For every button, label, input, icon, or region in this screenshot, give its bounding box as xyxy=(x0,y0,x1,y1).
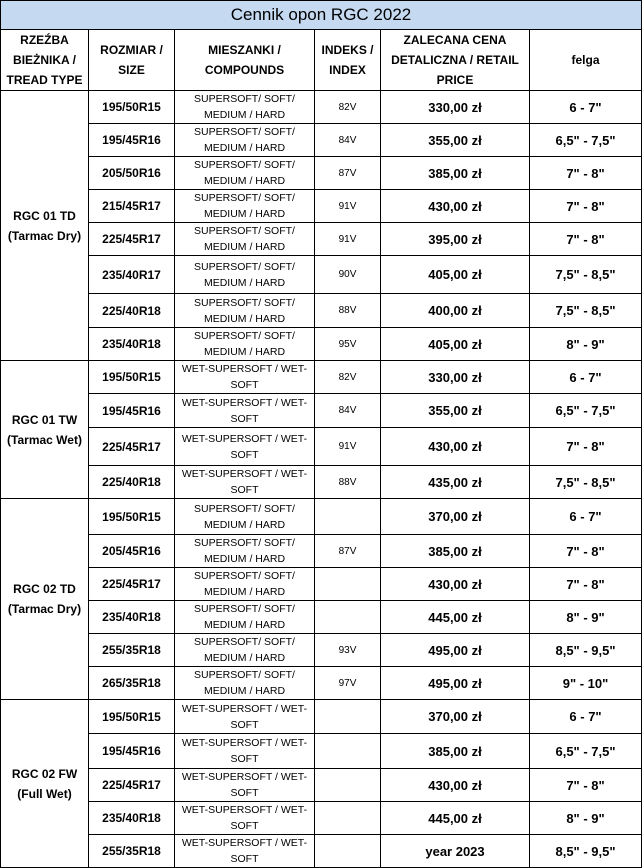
size-cell: 195/50R15 xyxy=(89,700,175,734)
table-row xyxy=(1,190,642,223)
table-row xyxy=(1,634,642,667)
index-cell xyxy=(315,499,381,535)
header-tread-type: RZEŹBA BIEŻNIKA / TREAD TYPE xyxy=(1,30,89,91)
index-cell: 93V xyxy=(315,634,381,667)
table-row xyxy=(1,499,642,535)
table-row xyxy=(1,91,642,124)
compounds-cell: SUPERSOFT/ SOFT/ MEDIUM / HARD xyxy=(175,535,315,568)
price-cell: 385,00 zł xyxy=(381,535,530,568)
compounds-cell: WET-SUPERSOFT / WET-SOFT xyxy=(175,802,315,835)
index-cell: 88V xyxy=(315,294,381,328)
compounds-cell: WET-SUPERSOFT / WET-SOFT xyxy=(175,700,315,734)
table-row xyxy=(1,223,642,256)
price-cell: 430,00 zł xyxy=(381,568,530,601)
compounds-cell: SUPERSOFT/ SOFT/ MEDIUM / HARD xyxy=(175,499,315,535)
size-cell: 225/45R17 xyxy=(89,769,175,802)
size-cell: 225/40R18 xyxy=(89,466,175,499)
index-cell xyxy=(315,835,381,868)
compounds-cell: SUPERSOFT/ SOFT/ MEDIUM / HARD xyxy=(175,124,315,157)
rim-cell: 8" - 9" xyxy=(530,601,642,634)
table-row xyxy=(1,157,642,190)
compounds-cell: SUPERSOFT/ SOFT/ MEDIUM / HARD xyxy=(175,601,315,634)
size-cell: 235/40R17 xyxy=(89,256,175,294)
rim-cell: 7" - 8" xyxy=(530,769,642,802)
rim-cell: 6 - 7" xyxy=(530,361,642,394)
size-cell: 265/35R18 xyxy=(89,667,175,700)
compounds-cell: WET-SUPERSOFT / WET-SOFT xyxy=(175,835,315,868)
size-cell: 235/40R18 xyxy=(89,328,175,361)
size-cell: 195/45R16 xyxy=(89,394,175,428)
rim-cell: 8" - 9" xyxy=(530,328,642,361)
header-size: ROZMIAR / SIZE xyxy=(89,30,175,91)
price-cell: 355,00 zł xyxy=(381,394,530,428)
index-cell: 88V xyxy=(315,466,381,499)
size-cell: 195/50R15 xyxy=(89,361,175,394)
table-row xyxy=(1,667,642,700)
table-body xyxy=(1,91,642,868)
rim-cell: 7" - 8" xyxy=(530,568,642,601)
price-cell: 370,00 zł xyxy=(381,499,530,535)
rim-cell: 7" - 8" xyxy=(530,190,642,223)
price-cell: 355,00 zł xyxy=(381,124,530,157)
compounds-cell: SUPERSOFT/ SOFT/ MEDIUM / HARD xyxy=(175,157,315,190)
rim-cell: 6 - 7" xyxy=(530,91,642,124)
index-cell: 95V xyxy=(315,328,381,361)
table-row xyxy=(1,734,642,769)
rim-cell: 8,5" - 9,5" xyxy=(530,835,642,868)
size-cell: 255/35R18 xyxy=(89,634,175,667)
price-cell: 400,00 zł xyxy=(381,294,530,328)
size-cell: 235/40R18 xyxy=(89,601,175,634)
index-cell: 82V xyxy=(315,91,381,124)
index-cell: 91V xyxy=(315,190,381,223)
index-cell: 87V xyxy=(315,157,381,190)
compounds-cell: SUPERSOFT/ SOFT/ MEDIUM / HARD xyxy=(175,190,315,223)
rim-cell: 6 - 7" xyxy=(530,499,642,535)
compounds-cell: SUPERSOFT/ SOFT/ MEDIUM / HARD xyxy=(175,223,315,256)
size-cell: 205/45R16 xyxy=(89,535,175,568)
rim-cell: 6,5" - 7,5" xyxy=(530,394,642,428)
compounds-cell: WET-SUPERSOFT / WET-SOFT xyxy=(175,769,315,802)
compounds-cell: SUPERSOFT/ SOFT/ MEDIUM / HARD xyxy=(175,568,315,601)
rim-cell: 7" - 8" xyxy=(530,535,642,568)
price-cell: 330,00 zł xyxy=(381,91,530,124)
table-row xyxy=(1,769,642,802)
compounds-cell: SUPERSOFT/ SOFT/ MEDIUM / HARD xyxy=(175,634,315,667)
price-cell: 405,00 zł xyxy=(381,256,530,294)
index-cell xyxy=(315,568,381,601)
table-row xyxy=(1,124,642,157)
size-cell: 195/45R16 xyxy=(89,124,175,157)
table-row xyxy=(1,535,642,568)
rim-cell: 7,5" - 8,5" xyxy=(530,256,642,294)
size-cell: 225/45R17 xyxy=(89,223,175,256)
price-cell: year 2023 xyxy=(381,835,530,868)
price-cell: 430,00 zł xyxy=(381,428,530,466)
price-cell: 445,00 zł xyxy=(381,601,530,634)
price-cell: 430,00 zł xyxy=(381,769,530,802)
size-cell: 215/45R17 xyxy=(89,190,175,223)
compounds-cell: SUPERSOFT/ SOFT/ MEDIUM / HARD xyxy=(175,256,315,294)
tread-type-cell: RGC 01 TD (Tarmac Dry) xyxy=(1,91,89,361)
compounds-cell: WET-SUPERSOFT / WET-SOFT xyxy=(175,361,315,394)
index-cell xyxy=(315,734,381,769)
size-cell: 225/40R18 xyxy=(89,294,175,328)
index-cell xyxy=(315,601,381,634)
compounds-cell: WET-SUPERSOFT / WET-SOFT xyxy=(175,734,315,769)
table-row xyxy=(1,802,642,835)
size-cell: 195/50R15 xyxy=(89,499,175,535)
rim-cell: 6,5" - 7,5" xyxy=(530,734,642,769)
rim-cell: 6,5" - 7,5" xyxy=(530,124,642,157)
price-cell: 445,00 zł xyxy=(381,802,530,835)
price-cell: 370,00 zł xyxy=(381,700,530,734)
size-cell: 195/45R16 xyxy=(89,734,175,769)
index-cell: 84V xyxy=(315,394,381,428)
price-cell: 395,00 zł xyxy=(381,223,530,256)
header-retail-price: ZALECANA CENA DETALICZNA / RETAIL PRICE xyxy=(381,30,530,91)
table-title: Cennik opon RGC 2022 xyxy=(1,1,642,30)
rim-cell: 7,5" - 8,5" xyxy=(530,466,642,499)
compounds-cell: WET-SUPERSOFT / WET-SOFT xyxy=(175,466,315,499)
rim-cell: 6 - 7" xyxy=(530,700,642,734)
index-cell: 87V xyxy=(315,535,381,568)
index-cell: 90V xyxy=(315,256,381,294)
size-cell: 205/50R16 xyxy=(89,157,175,190)
table-row xyxy=(1,601,642,634)
rim-cell: 9" - 10" xyxy=(530,667,642,700)
table-row xyxy=(1,256,642,294)
price-cell: 405,00 zł xyxy=(381,328,530,361)
table-row xyxy=(1,700,642,734)
rim-cell: 8,5" - 9,5" xyxy=(530,634,642,667)
table-row xyxy=(1,466,642,499)
compounds-cell: SUPERSOFT/ SOFT/ MEDIUM / HARD xyxy=(175,328,315,361)
index-cell: 91V xyxy=(315,428,381,466)
compounds-cell: SUPERSOFT/ SOFT/ MEDIUM / HARD xyxy=(175,667,315,700)
table-row xyxy=(1,394,642,428)
index-cell xyxy=(315,802,381,835)
table-row xyxy=(1,568,642,601)
size-cell: 235/40R18 xyxy=(89,802,175,835)
header-index: INDEKS / INDEX xyxy=(315,30,381,91)
index-cell: 97V xyxy=(315,667,381,700)
size-cell: 195/50R15 xyxy=(89,91,175,124)
index-cell xyxy=(315,700,381,734)
rim-cell: 7" - 8" xyxy=(530,223,642,256)
rim-cell: 7" - 8" xyxy=(530,157,642,190)
index-cell xyxy=(315,769,381,802)
table-row xyxy=(1,835,642,868)
price-cell: 430,00 zł xyxy=(381,190,530,223)
compounds-cell: SUPERSOFT/ SOFT/ MEDIUM / HARD xyxy=(175,294,315,328)
price-cell: 385,00 zł xyxy=(381,734,530,769)
compounds-cell: WET-SUPERSOFT / WET-SOFT xyxy=(175,394,315,428)
header-compounds: MIESZANKI / COMPOUNDS xyxy=(175,30,315,91)
size-cell: 225/45R17 xyxy=(89,568,175,601)
tread-type-cell: RGC 01 TW (Tarmac Wet) xyxy=(1,361,89,499)
index-cell: 84V xyxy=(315,124,381,157)
compounds-cell: SUPERSOFT/ SOFT/ MEDIUM / HARD xyxy=(175,91,315,124)
compounds-cell: WET-SUPERSOFT / WET-SOFT xyxy=(175,428,315,466)
size-cell: 225/45R17 xyxy=(89,428,175,466)
table-row xyxy=(1,294,642,328)
index-cell: 82V xyxy=(315,361,381,394)
table-row xyxy=(1,361,642,394)
price-cell: 495,00 zł xyxy=(381,634,530,667)
price-cell: 385,00 zł xyxy=(381,157,530,190)
rim-cell: 7" - 8" xyxy=(530,428,642,466)
header-rim: felga xyxy=(530,30,642,91)
price-cell: 495,00 zł xyxy=(381,667,530,700)
table-row xyxy=(1,428,642,466)
tread-type-cell: RGC 02 FW (Full Wet) xyxy=(1,700,89,868)
price-cell: 330,00 zł xyxy=(381,361,530,394)
table-row xyxy=(1,328,642,361)
tread-type-cell: RGC 02 TD (Tarmac Dry) xyxy=(1,499,89,700)
rim-cell: 7,5" - 8,5" xyxy=(530,294,642,328)
index-cell: 91V xyxy=(315,223,381,256)
size-cell: 255/35R18 xyxy=(89,835,175,868)
price-cell: 435,00 zł xyxy=(381,466,530,499)
rim-cell: 8" - 9" xyxy=(530,802,642,835)
